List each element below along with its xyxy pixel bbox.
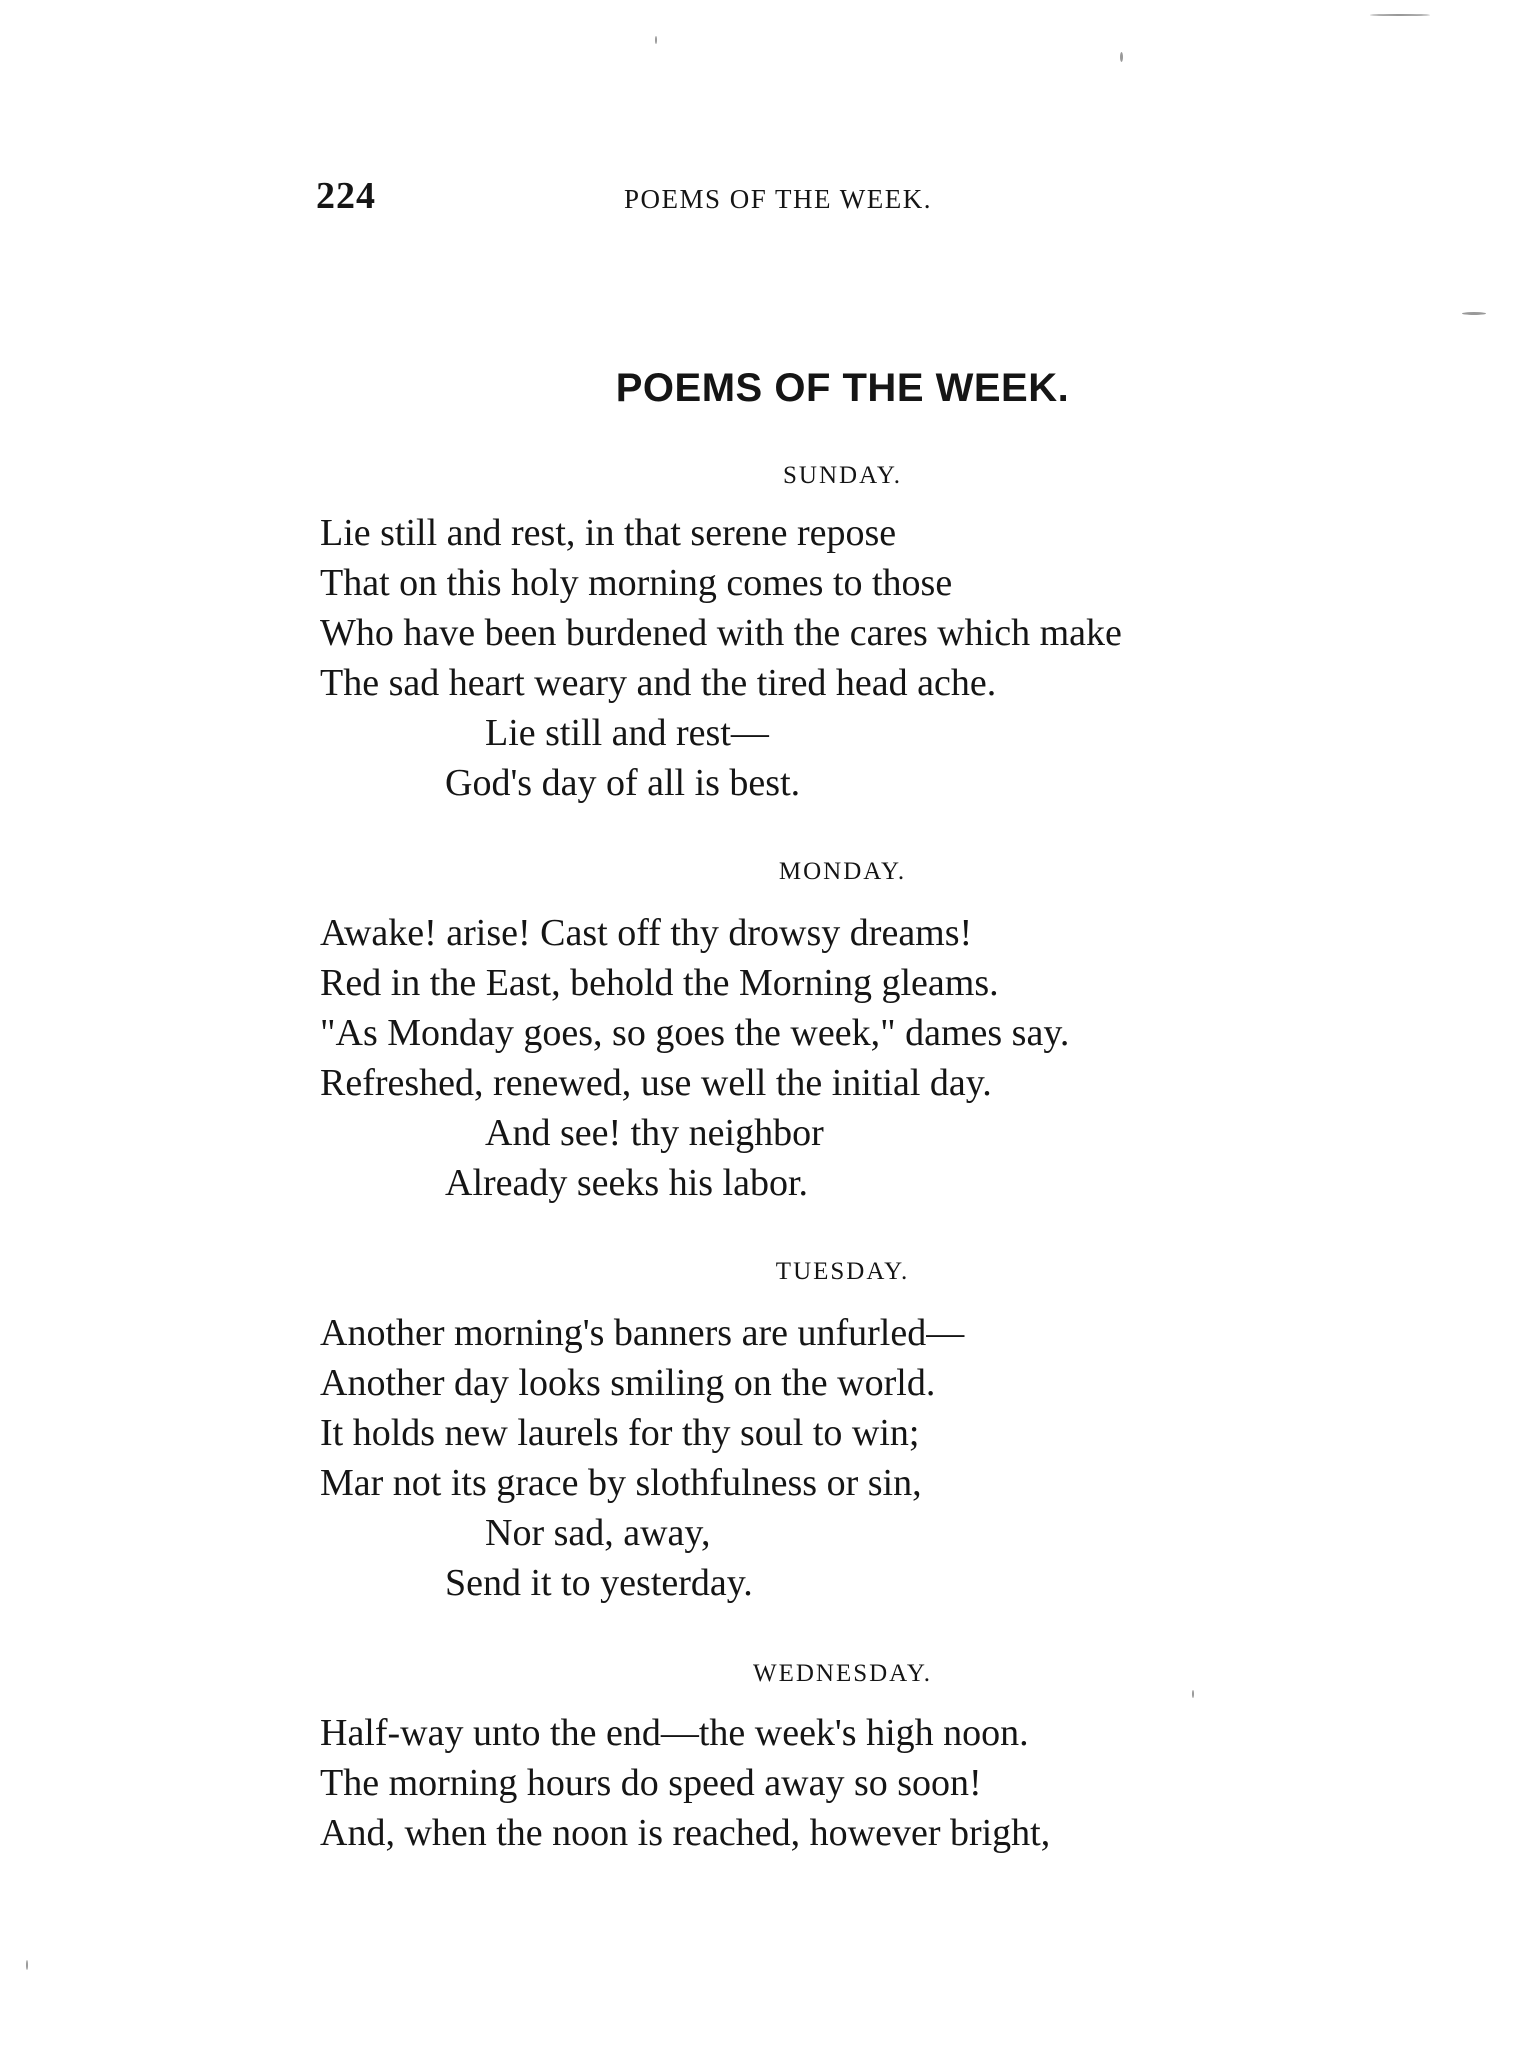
- poem-line: Already seeks his labor.: [445, 1162, 809, 1204]
- scan-mark: [655, 36, 657, 44]
- poem-line: God's day of all is best.: [445, 762, 801, 804]
- page-title: POEMS OF THE WEEK.: [615, 366, 1070, 410]
- running-title: POEMS OF THE WEEK.: [624, 184, 933, 214]
- poem-line: Nor sad, away,: [485, 1512, 711, 1554]
- poem-line: It holds new laurels for thy soul to win;: [320, 1412, 920, 1454]
- poem-line: Half-way unto the end—the week's high noon.: [320, 1712, 1029, 1754]
- page-number: 224: [316, 175, 376, 217]
- poem-line: Red in the East, behold the Morning gleams.: [320, 962, 999, 1004]
- scan-mark: [26, 1960, 28, 1970]
- scan-mark: [1370, 14, 1430, 16]
- poem-line: Lie still and rest, in that serene repose: [320, 512, 897, 554]
- scan-mark: [1462, 312, 1486, 315]
- section-heading-tuesday: TUESDAY.: [775, 1258, 910, 1285]
- poem-line: The sad heart weary and the tired head ache.: [320, 662, 997, 704]
- poem-line: The morning hours do speed away so soon!: [320, 1762, 982, 1804]
- poem-line: Awake! arise! Cast off thy drowsy dreams!: [320, 912, 973, 954]
- poem-line: Another day looks smiling on the world.: [320, 1362, 936, 1404]
- section-heading-wednesday: WEDNESDAY.: [752, 1660, 933, 1687]
- poem-line: Send it to yesterday.: [445, 1562, 753, 1604]
- poem-line: And see! thy neighbor: [485, 1112, 824, 1154]
- poem-line: Another morning's banners are unfurled—: [320, 1312, 965, 1354]
- section-heading-monday: MONDAY.: [778, 858, 907, 885]
- poem-line: That on this holy morning comes to those: [320, 562, 953, 604]
- poem-line: Mar not its grace by slothfulness or sin,: [320, 1462, 922, 1504]
- running-header: [316, 174, 1036, 224]
- poem-line: Lie still and rest—: [485, 712, 769, 754]
- scan-mark: [1192, 1690, 1194, 1698]
- section-heading-sunday: SUNDAY.: [783, 462, 902, 489]
- poem-line: Who have been burdened with the cares which make: [320, 612, 1122, 654]
- poem-line: "As Monday goes, so goes the week," dames say.: [320, 1012, 1070, 1054]
- poem-line: And, when the noon is reached, however bright,: [320, 1812, 1051, 1854]
- poem-line: Refreshed, renewed, use well the initial day.: [320, 1062, 992, 1104]
- scan-mark: [1120, 52, 1123, 62]
